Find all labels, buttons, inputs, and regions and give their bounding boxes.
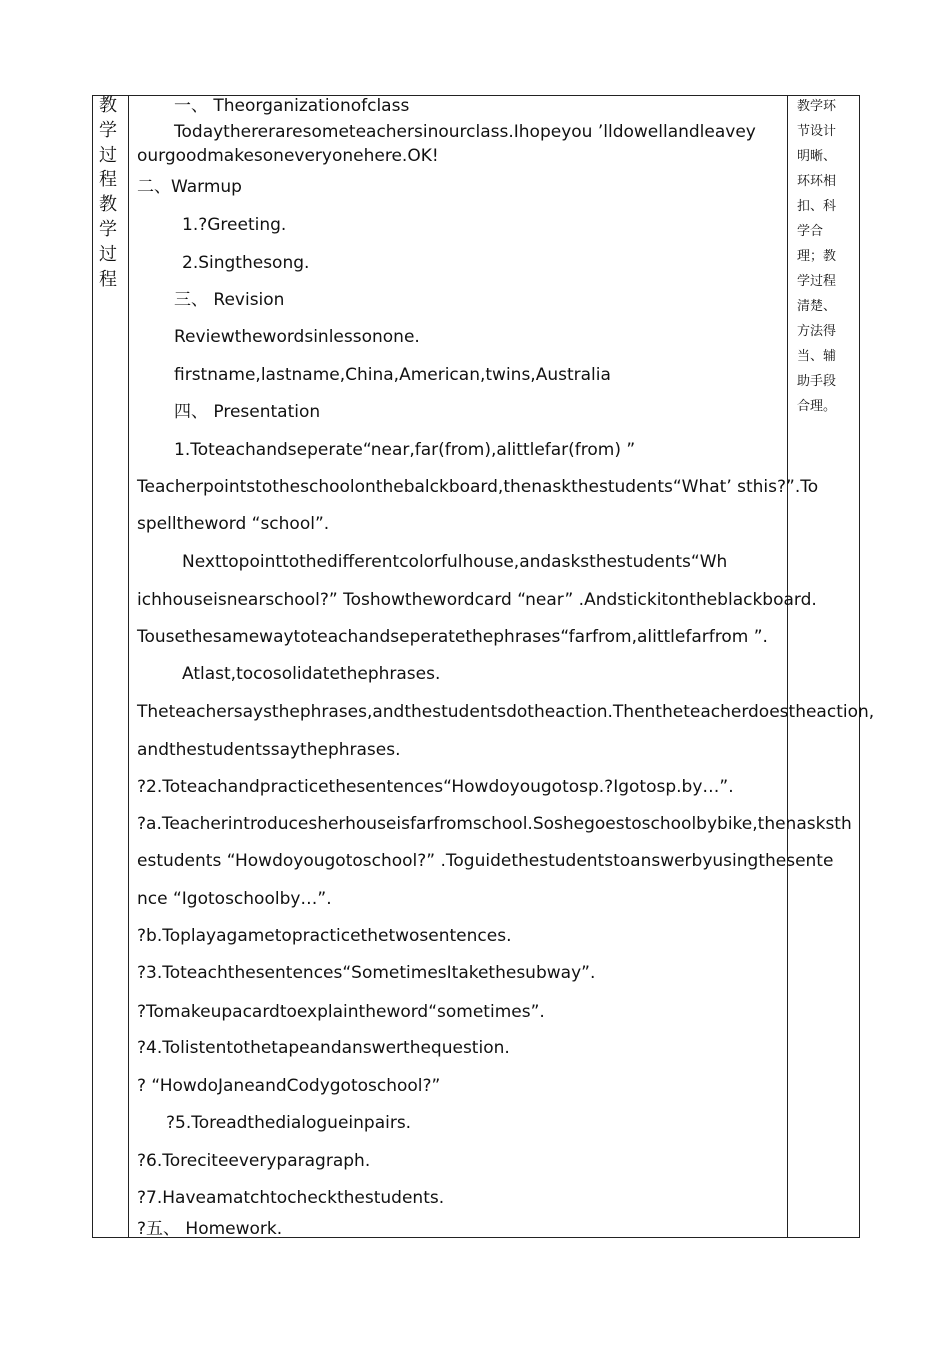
text-line: spelltheword “school”.: [137, 514, 330, 534]
text-line: 四、 Presentation: [174, 402, 321, 422]
text-line: ?7.Haveamatchtocheckthestudents.: [137, 1188, 445, 1208]
text-line: ?Tomakeupacardtoexplaintheword“sometimes”.: [137, 1002, 545, 1022]
design-note: 教学环节设计明晰、环环相扣、科学合理；教学过程清楚、方法得当、辅助手段合理。: [797, 99, 837, 414]
text-line: Todaythereraresometeachersinourclass.Ihopeyou ’lldowellandleavey: [174, 122, 756, 142]
text-line: ichhouseisnearschool?” Toshowthewordcard “near” .Andstickitontheblackboard.: [137, 590, 817, 610]
text-line: firstname,lastname,China,American,twins,Australia: [174, 365, 611, 385]
text-line: nce “Igotoschoolby…”.: [137, 889, 332, 909]
text-line: 三、 Revision: [174, 290, 285, 310]
text-line: Reviewthewordsinlessonone.: [174, 327, 420, 347]
text-line: ?4.Tolistentothetapeandanswerthequestion.: [137, 1038, 510, 1058]
column-divider-left: [128, 95, 129, 1238]
text-line: Nexttopointtothedifferentcolorfulhouse,andasksthestudents“Wh: [182, 552, 728, 572]
text-line: Atlast,tocosolidatethephrases.: [182, 664, 441, 684]
text-line: ?b.Toplayagametopracticethetwosentences.: [137, 926, 512, 946]
text-line: ourgoodmakesoneveryonehere.OK!: [137, 146, 439, 166]
section-label: 教学过程教学过程: [99, 95, 117, 290]
text-line: ?a.Teacherintroducesherhouseisfarfromschool.Soshegoestoschoolbybike,thenasksth: [137, 814, 852, 834]
text-line: 二、Warmup: [137, 177, 242, 197]
text-line: ? “HowdoJaneandCodygotoschool?”: [137, 1076, 441, 1096]
text-line: Teacherpointstotheschoolonthebalckboard,thenaskthestudents“What’ sthis?”.To: [137, 477, 819, 497]
text-line: Theteachersaysthephrases,andthestudentsdotheaction.Thentheteacherdoestheaction,: [137, 702, 875, 722]
text-line: ?6.Toreciteeveryparagraph.: [137, 1151, 371, 1171]
text-line: estudents “Howdoyougotoschool?” .Toguidethestudentstoanswerbyusingthesente: [137, 851, 834, 871]
text-line: ?3.Toteachthesentences“SometimesItakethesubway”.: [137, 963, 596, 983]
text-line: andthestudentssaythephrases.: [137, 740, 401, 760]
text-line: 1.?Greeting.: [182, 215, 287, 235]
text-line: 1.Toteachandseperate“near,far(from),alittlefar(from) ”: [174, 440, 636, 460]
text-line: 一、 Theorganizationofclass: [174, 96, 410, 116]
text-line: Tousethesamewaytoteachandseperatethephrases“farfrom,alittlefarfrom ”.: [137, 627, 768, 647]
text-line: ?5.Toreadthedialogueinpairs.: [166, 1113, 412, 1133]
column-divider-right: [787, 95, 788, 1238]
text-line: 2.Singthesong.: [182, 253, 310, 273]
text-line: ?2.Toteachandpracticethesentences“Howdoyougotosp.?Igotosp.by…”.: [137, 777, 734, 797]
text-line: ?五、 Homework.: [137, 1219, 283, 1239]
